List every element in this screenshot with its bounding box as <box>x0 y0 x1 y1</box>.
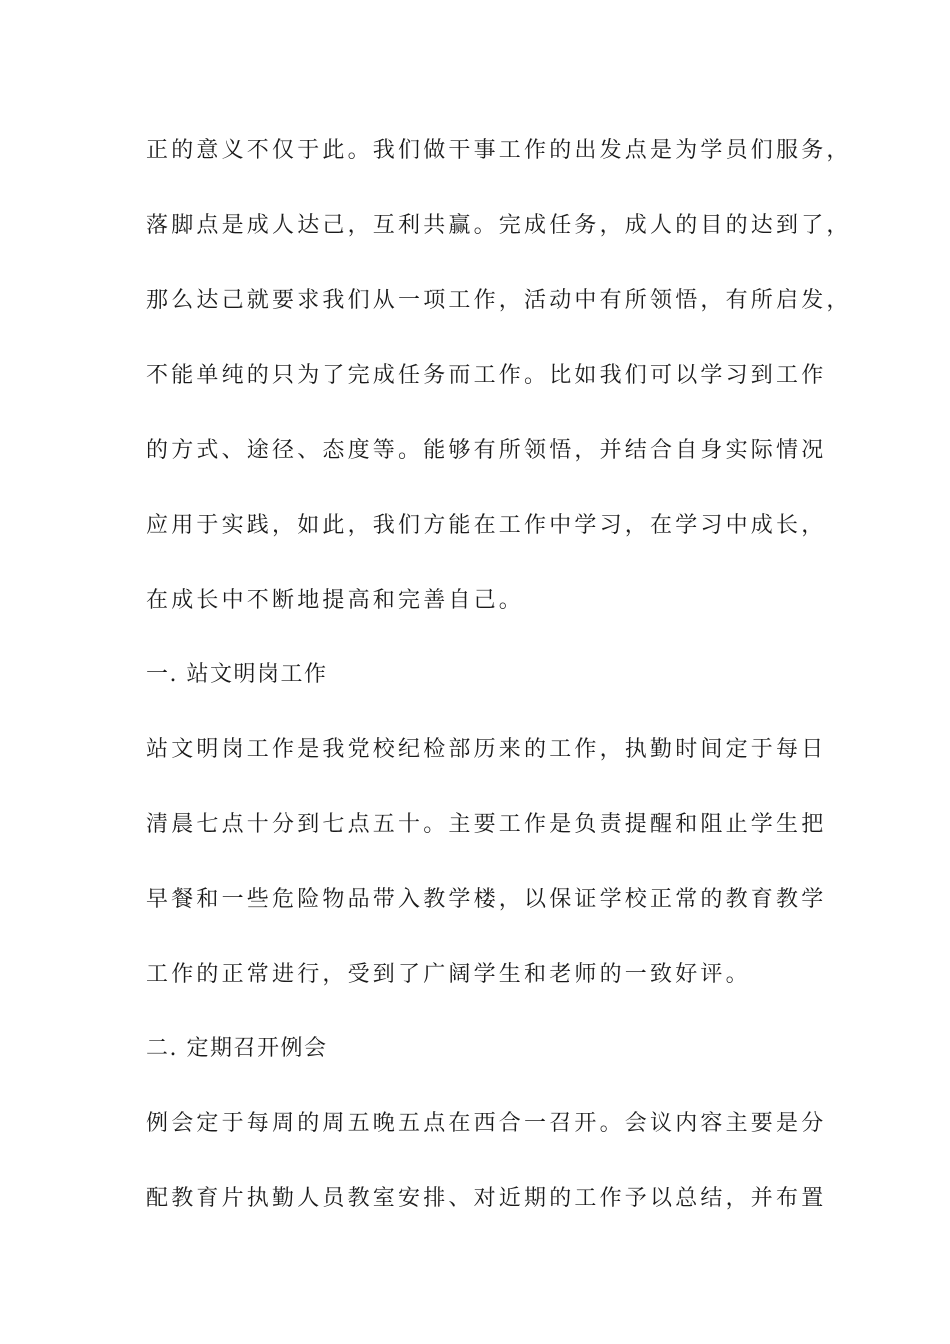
paragraph-line: 不能单纯的只为了完成任务而工作。比如我们可以学习到工作 <box>146 363 827 388</box>
paragraph-line: 的方式、途径、态度等。能够有所领悟，并结合自身实际情况 <box>146 438 827 463</box>
paragraph-line: 早餐和一些危险物品带入教学楼，以保证学校正常的教育教学 <box>146 887 827 912</box>
paragraph-line: 那么达己就要求我们从一项工作，活动中有所领悟，有所启发， <box>146 288 852 313</box>
paragraph-line: 清晨七点十分到七点五十。主要工作是负责提醒和阻止学生把 <box>146 812 827 837</box>
paragraph-line: 应用于实践，如此，我们方能在工作中学习，在学习中成长， <box>146 513 827 538</box>
section-heading-1: 一. 站文明岗工作 <box>146 662 328 687</box>
paragraph-line: 站文明岗工作是我党校纪检部历来的工作，执勤时间定于每日 <box>146 737 827 762</box>
section-heading-2: 二. 定期召开例会 <box>146 1036 328 1061</box>
paragraph-line: 落脚点是成人达己，互利共赢。完成任务，成人的目的达到了， <box>146 213 852 238</box>
paragraph-line: 在成长中不断地提高和完善自己。 <box>146 588 525 613</box>
paragraph-line: 正的意义不仅于此。我们做干事工作的出发点是为学员们服务， <box>146 138 852 163</box>
paragraph-line: 配教育片执勤人员教室安排、对近期的工作予以总结，并布置 <box>146 1186 827 1211</box>
paragraph-line: 例会定于每周的周五晚五点在西合一召开。会议内容主要是分 <box>146 1111 827 1136</box>
paragraph-line: 工作的正常进行，受到了广阔学生和老师的一致好评。 <box>146 962 751 987</box>
